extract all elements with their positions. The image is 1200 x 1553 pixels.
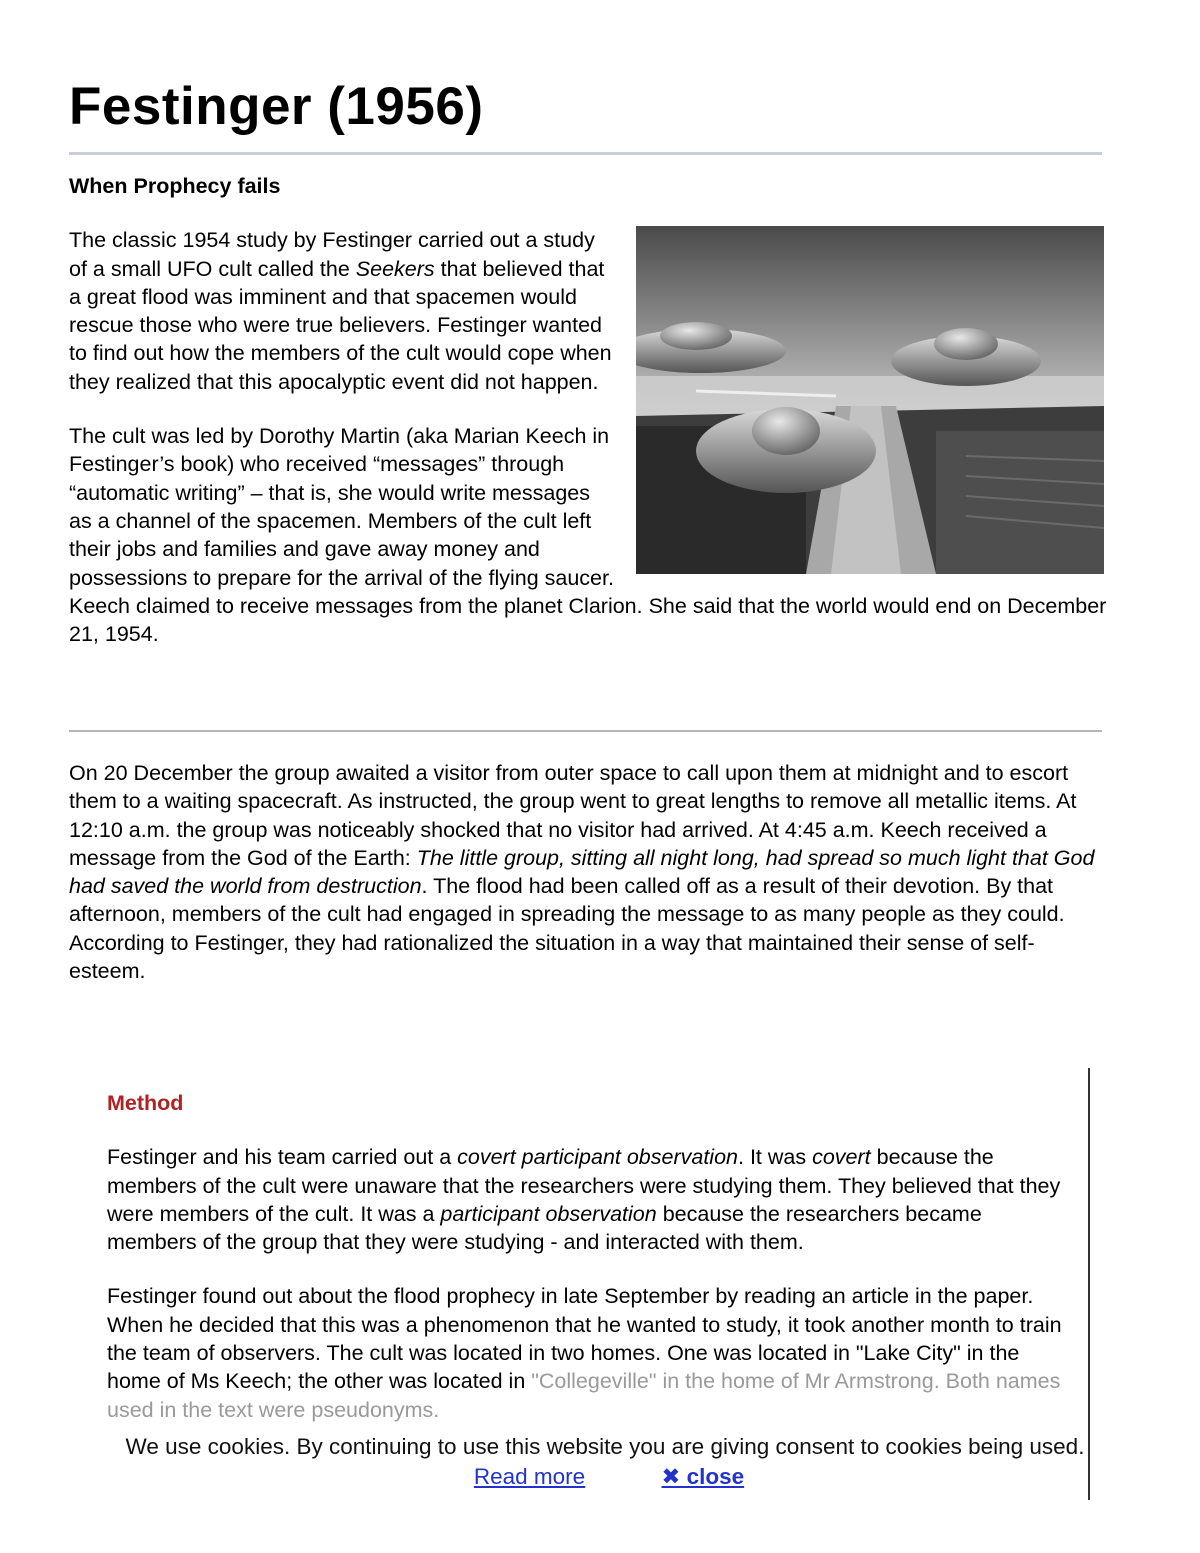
method-text: Festinger and his team carried out a <box>107 1145 458 1170</box>
method-text: because the researchers became members of the group that they were studying - and interacted with them. <box>107 1201 982 1255</box>
event-paragraph <box>69 759 1109 985</box>
intro-emphasis: Seekers <box>355 256 435 281</box>
method-heading: Method <box>107 1091 184 1115</box>
event-emphasis: The little group, sitting all night long, had spread so much light that God had saved the world from destruction <box>69 845 1095 899</box>
section-heading: When Prophecy fails <box>69 174 281 198</box>
event-text: On 20 December the group awaited a visitor from outer space to call upon them at midnight and to escort them to a waiting spacecraft. As instructed, the group went to great lengths to remove all metallic items. At 12:10 a.m. the group was noticeably shocked that no visitor had arrived. At 4:45 a.m. Keech received a message from the God of the Earth: <box>69 761 1077 870</box>
method-text: . It was <box>738 1145 813 1170</box>
intro-paragraph-2: The cult was led by Dorothy Martin (aka Marian Keech in Festinger’s book) who received “messages” through “automatic writing” – that is, she would write messages as a channel of the spacemen. Members of the cult left their jobs and families and gave away money and possessions to prepare for the arrival of the flying saucer. Keech claimed to receive messages from the planet Clarion. She said that the world would end on December 21, 1954. <box>69 424 1107 647</box>
title-divider <box>69 152 1102 155</box>
ufo-photo <box>636 226 1104 574</box>
cookie-close-button[interactable]: ✖ close <box>661 1464 745 1489</box>
method-emphasis: covert participant observation <box>457 1145 738 1170</box>
method-text: because the members of the cult were unaware that the researchers were studying them. They believed that they were members of the cult. It was a <box>107 1145 1061 1226</box>
method-text: Festinger found out about the flood prophecy in late September by reading an article in the paper. When he decided that this was a phenomenon that he wanted to study, it took another month to train the team of observers. The cult was located in two homes. One was located in "Lake City" in the home of Ms Keech; the other was located in <box>107 1284 1062 1394</box>
section-divider <box>69 730 1102 732</box>
intro-section <box>69 172 1109 674</box>
method-section <box>107 1089 1067 1450</box>
intro-text: that believed that a great flood was imminent and that spacemen would rescue those who were true believers. Festinger wanted to find out how the members of the cult would cope when they realized that this apocalyptic event did not happen. <box>69 256 612 394</box>
method-paragraph-2 <box>107 1282 1067 1423</box>
cookie-banner <box>100 1432 1110 1492</box>
ufo-illustration <box>636 226 1104 574</box>
method-emphasis: covert <box>812 1145 871 1170</box>
method-faded-text: "Collegeville" in the home of Mr Armstrong. Both names used in the text were pseudonyms. <box>107 1369 1061 1422</box>
intro-text: The classic 1954 study by Festinger carried out a study of a small UFO cult called the <box>69 228 595 281</box>
event-text: . The flood had been called off as a result of their devotion. By that afternoon, members of the cult had engaged in spreading the message to as many people as they could. According to Festinger, they had rationalized the situation in a way that maintained their sense of self-esteem. <box>69 874 1065 984</box>
method-paragraph-1 <box>107 1143 1067 1256</box>
cookie-message: We use cookies. By continuing to use this website you are giving consent to cookies being used. <box>125 1434 1085 1459</box>
page-title: Festinger (1956) <box>69 77 484 136</box>
method-emphasis: participant observation <box>440 1201 657 1226</box>
read-more-link[interactable]: Read more <box>473 1464 586 1489</box>
